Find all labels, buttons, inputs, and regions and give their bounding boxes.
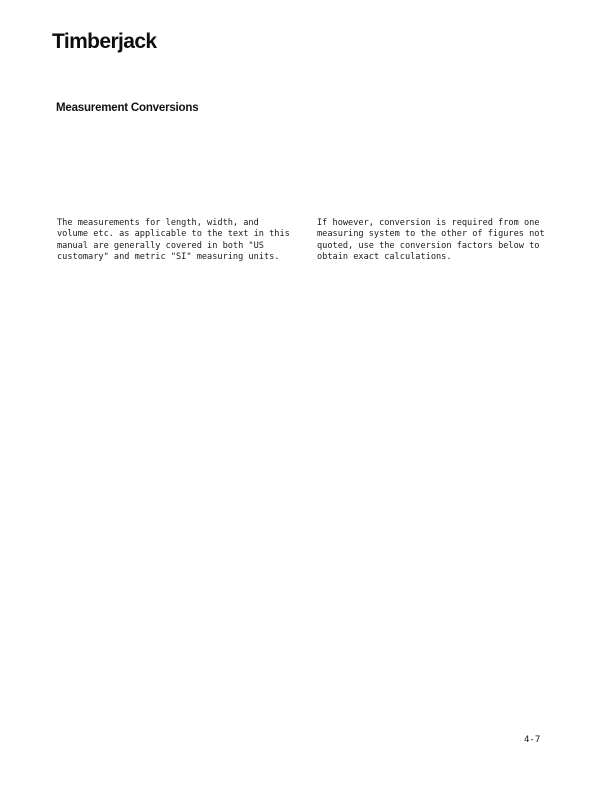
body-left-line: volume etc. as applicable to the text in this xyxy=(57,229,290,240)
body-left-line: The measurements for length, width, and xyxy=(57,218,259,228)
brand-logo-text: Timberjack xyxy=(52,30,157,53)
body-right-line: quoted, use the conversion factors below to xyxy=(317,240,540,251)
body-left-line: manual are generally covered in both "US xyxy=(57,240,264,251)
body-right-line: obtain exact calculations. xyxy=(317,252,452,263)
page-number: 4-7 xyxy=(524,735,541,745)
body-right-line: If however, conversion is required from one xyxy=(317,218,540,228)
body-right-line: measuring system to the other of figures not xyxy=(317,229,545,240)
body-left-column xyxy=(57,218,297,264)
body-left-line: customary" and metric "SI" measuring units. xyxy=(57,252,280,263)
section-title: Measurement Conversions xyxy=(56,102,199,114)
body-right-column xyxy=(317,218,557,264)
